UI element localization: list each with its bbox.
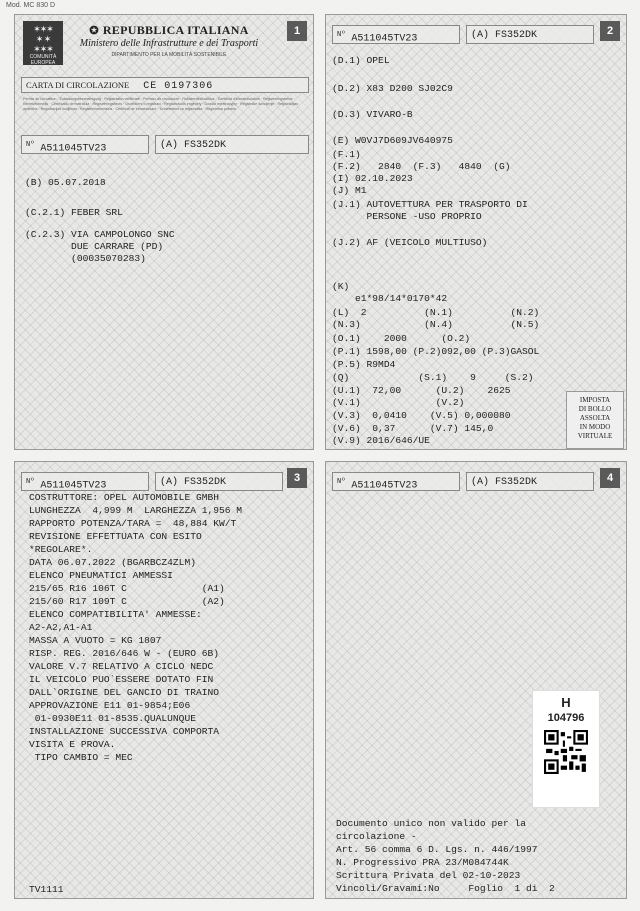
eu-label: COMUNITÀ EUROPEA — [29, 54, 57, 66]
field-j2: (J.2) AF (VEICOLO MULTIUSO) — [332, 237, 488, 248]
note-line-4: REVISIONE EFFETTUATA CON ESITO — [29, 531, 202, 542]
field-v1-v2: (V.1) (V.2) — [332, 397, 465, 408]
barcode-code: 104796 — [547, 712, 585, 724]
plate-box: (A) FS352DK — [155, 472, 283, 491]
panel-number: 3 — [287, 468, 307, 488]
field-c23: (C.2.3) VIA CAMPOLONGO SNC — [25, 229, 175, 240]
field-f1: (F.1) — [332, 149, 361, 160]
field-d2: (D.2) X83 D200 SJ02C9 — [332, 83, 453, 94]
field-j1-line2: PERSONE -USO PROPRIO — [332, 211, 482, 222]
field-n3-n4-n5: (N.3) (N.4) (N.5) — [332, 319, 540, 330]
stamp-duty-seal: IMPOSTA DI BOLLO ASSOLTA IN MODO VIRTUALE — [566, 391, 624, 449]
carta-number: CE 0197306 — [143, 81, 214, 92]
panel-2 — [325, 14, 627, 450]
carta-header — [21, 77, 309, 93]
validity-note-4: N. Progressivo PRA 23/M084744K — [336, 857, 509, 868]
eu-stars-icon: ✶✶✶ ✶ ✶ ✶✶✶ — [33, 24, 53, 54]
panel-1 — [14, 14, 314, 450]
panel-number: 1 — [287, 21, 307, 41]
note-line-3: RAPPORTO POTENZA/TARA = 48,884 KW/T — [29, 518, 237, 529]
note-line-18: 01-0930E11 01-8535.QUALUNQUE — [29, 713, 196, 724]
field-v9: (V.9) 2016/646/UE — [332, 435, 430, 446]
note-line-19: INSTALLAZIONE SUCCESSIVA COMPORTA — [29, 726, 219, 737]
doc-number-box: $^{Nº}$ A511045TV23 — [332, 25, 460, 44]
field-u1-u2: (U.1) 72,00 (U.2) 2625 — [332, 385, 511, 396]
validity-note-2: circolazione - — [336, 831, 417, 842]
multilingual-fine-print: Permis de circulation · Zulassungsbescheinigung · Registration certificate · Permiso de circulación · Rekisteröintitodistus · Certificat d'immatriculation · Registreringsbevis · Kentekenbewijs · Certificado de matrícula · Registreringsbevis · Osvědčení o registraci · Regisztrációs engedély · Dowód rejestracyjny · Registrske dovoljenje · Reģistrācijas apliecība · Registracijos liudijimas · Registrimistunnistus · Certificat de înmatriculare · Svidetelstvo za registratsia · Registrirna potrdila — [23, 97, 299, 111]
field-p5: (P.5) R9MD4 — [332, 359, 396, 370]
eu-emblem — [23, 21, 63, 65]
barcode-letter: H — [561, 695, 571, 710]
field-j1: (J.1) AUTOVETTURA PER TRASPORTO DI — [332, 199, 528, 210]
note-line-9: 215/60 R17 109T C (A2) — [29, 596, 225, 607]
note-line-12: MASSA A VUOTO = KG 1807 — [29, 635, 162, 646]
panel-number: 4 — [600, 468, 620, 488]
panel-4 — [325, 461, 627, 899]
field-e: (E) W0VJ7D609JV640975 — [332, 135, 453, 146]
note-line-14: VALORE V.7 RELATIVO A CICLO NEDC — [29, 661, 214, 672]
note-line-7: ELENCO PNEUMATICI AMMESSI — [29, 570, 173, 581]
department-name: DIPARTIMENTO PER LA MOBILITÀ SOSTENIBILE — [111, 52, 227, 58]
note-line-21: TIPO CAMBIO = MEC — [29, 752, 133, 763]
qr-code-icon — [544, 730, 588, 774]
field-k-value: e1*98/14*0170*42 — [332, 293, 448, 304]
note-line-16: DALL`ORIGINE DEL GANCIO DI TRAINO — [29, 687, 219, 698]
sheet-footer: Vincoli/Gravami:No Foglio 1 di 2 — [336, 883, 555, 894]
doc-number-box: $^{Nº}$ A511045TV23 — [332, 472, 460, 491]
field-p1-p2-p3: (P.1) 1598,00 (P.2)092,00 (P.3)GASOL — [332, 346, 540, 357]
note-line-11: A2-A2,A1-A1 — [29, 622, 93, 633]
field-l-n1-n2: (L) 2 (N.1) (N.2) — [332, 307, 540, 318]
carta-label: CARTA DI CIRCOLAZIONE — [26, 80, 130, 90]
validity-note-3: Art. 56 comma 6 D. Lgs. n. 446/1997 — [336, 844, 538, 855]
republic-emblem-icon: ✪ — [89, 25, 99, 37]
field-v3-v5: (V.3) 0,0410 (V.5) 0,000080 — [332, 410, 511, 421]
field-i: (I) 02.10.2023 — [332, 173, 413, 184]
note-line-10: ELENCO COMPATIBILITA' AMMESSE: — [29, 609, 202, 620]
note-line-2: LUNGHEZZA 4,999 M LARGHEZZA 1,956 M — [29, 505, 243, 516]
doc-number-box: $^{Nº}$ A511045TV23 — [21, 472, 149, 491]
field-b: (B) 05.07.2018 — [25, 177, 106, 188]
field-v6-v7: (V.6) 0,37 (V.7) 145,0 — [332, 423, 494, 434]
note-line-8: 215/65 R16 106T C (A1) — [29, 583, 225, 594]
validity-note-1: Documento unico non valido per la — [336, 818, 526, 829]
note-line-6: DATA 06.07.2022 (BGARBCZ4ZLM) — [29, 557, 196, 568]
panel-number: 2 — [600, 21, 620, 41]
doc-number-box: $^{Nº}$ A511045TV23 — [21, 135, 149, 154]
field-f2-f3-g: (F.2) 2840 (F.3) 4840 (G) — [332, 161, 511, 172]
panel-3 — [14, 461, 314, 899]
plate-box: (A) FS352DK — [155, 135, 309, 154]
field-d1: (D.1) OPEL — [332, 55, 390, 66]
field-c21: (C.2.1) FEBER SRL — [25, 207, 123, 218]
field-k: (K) — [332, 281, 350, 292]
note-line-17: APPROVAZIONE E11 01-9854;E06 — [29, 700, 191, 711]
field-c23-line2: DUE CARRARE (PD) — [25, 241, 164, 252]
barcode-label — [532, 690, 600, 808]
form-model-tag: Mod. MC 830 D — [6, 2, 56, 9]
note-line-15: IL VEICOLO PUO`ESSERE DOTATO FIN — [29, 674, 214, 685]
note-line-5: *REGOLARE*. — [29, 544, 93, 555]
note-line-20: VISITA E PROVA. — [29, 739, 116, 750]
plate-box: (A) FS352DK — [466, 472, 594, 491]
field-c23-line3: (00035070283) — [25, 253, 146, 264]
panel-footer-code: TV1111 — [29, 884, 64, 895]
note-line-1: COSTRUTTORE: OPEL AUTOMOBILE GMBH — [29, 492, 219, 503]
field-j: (J) M1 — [332, 185, 367, 196]
plate-box: (A) FS352DK — [466, 25, 594, 44]
field-o1-o2: (O.1) 2000 (O.2) — [332, 333, 471, 344]
field-d3: (D.3) VIVARO-B — [332, 109, 413, 120]
field-q-s1-s2: (Q) (S.1) 9 (S.2) — [332, 372, 534, 383]
note-line-13: RISP. REG. 2016/646 W - (EURO 6B) — [29, 648, 219, 659]
validity-note-5: Scrittura Privata del 02-10-2023 — [336, 870, 521, 881]
republic-title: ✪ REPUBBLICA ITALIANA — [89, 23, 249, 37]
ministry-name: Ministero delle Infrastrutture e dei Trasporti — [79, 38, 259, 49]
